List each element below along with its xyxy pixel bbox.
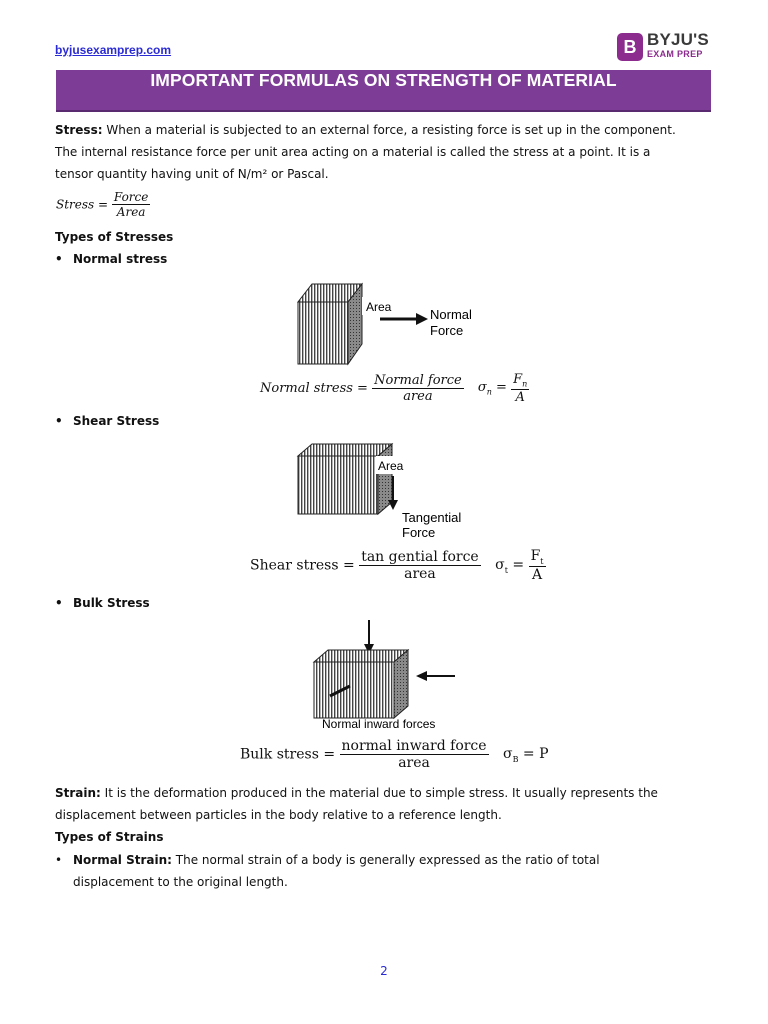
bullet-dot-icon: • [55,252,63,266]
bulk-formula-num: normal inward force [341,738,487,754]
normal-formula-lhs: Normal stress = [260,380,368,396]
cube-top-face [298,444,392,456]
tangential-force-label-2: Force [402,525,436,540]
normal-formula-symbol: $\sigma_n$ = [477,380,507,397]
normal-stress-formula [260,372,529,405]
bulk-stress-formula [240,738,549,771]
stress-formula-lhs: Stress = [56,197,109,212]
bulk-formula-symbol: $\sigma_B = P$ [503,745,549,764]
normal-strain-term: Normal Strain: [73,853,172,867]
stress-term: Stress: [55,123,103,137]
cube-front-face [298,302,348,364]
stress-formula-num: Force [113,190,149,204]
shear-formula-fraction [359,549,481,582]
strain-line-1: It is the deformation produced in the material due to simple stress. It usually represents the [100,786,658,800]
logo-name: BYJU'S [647,30,709,49]
normal-formula-den: area [403,388,433,404]
normal-formula-num: Normal force [374,372,462,388]
shear-stress-label: Shear Stress [73,414,160,428]
shear-formula-symbol-fraction: $\frac{F_t}{A}$ [530,548,544,583]
normal-area-label: Area [366,300,392,314]
stress-formula-den: Area [116,205,146,219]
normal-strain-line-2: displacement to the original length. [73,875,288,889]
types-of-stresses-heading: Types of Stresses [55,230,174,244]
normal-stress-label: Normal stress [73,252,168,266]
side-force-arrowhead-icon [416,671,427,681]
shear-formula-symbol: $\sigma_t$ = [495,556,525,575]
site-link[interactable]: byjusexamprep.com [55,43,172,57]
cube-front-face [314,662,394,718]
bulk-formula-den: area [398,755,430,771]
bulk-formula-lhs: Bulk stress = [240,746,336,763]
page-number: 2 [380,964,388,978]
normal-force-label-2: Force [430,323,464,338]
bulk-caption: Normal inward forces [322,717,436,731]
stress-formula-fraction [112,190,150,219]
stress-line-2: The internal resistance force per unit area acting on a material is called the stress at a point. It is a [55,145,651,159]
shear-formula-num: tan gential force [361,548,479,565]
shear-stress-diagram [292,440,482,542]
bullet-dot-icon: • [55,414,63,428]
bullet-dot-icon: • [55,596,63,610]
tangential-force-arrowhead-icon [388,500,398,510]
normal-strain-item [55,849,712,893]
shear-formula-den: area [404,565,436,582]
cube-top-face [314,650,408,662]
bulk-formula-fraction [340,738,489,771]
bulk-stress-diagram [310,616,470,734]
cube-side-face [394,650,408,718]
normal-stress-diagram [290,272,480,372]
logo-badge-icon: B [617,33,643,61]
page-title-banner: IMPORTANT FORMULAS ON STRENGTH OF MATERIAL [56,70,711,112]
stress-formula [56,190,150,219]
normal-force-arrowhead-icon [416,313,428,325]
bullet-bulk-stress [55,596,150,610]
byjus-logo [617,30,717,63]
stress-paragraph [55,119,712,185]
normal-strain-line-1: The normal strain of a body is generally expressed as the ratio of total [171,853,600,867]
bullet-dot-icon: • [55,853,63,867]
bullet-shear-stress [55,414,159,428]
logo-subtitle: EXAM PREP [647,49,703,59]
shear-area-label: Area [378,459,404,473]
tangential-force-label-1: Tangential [402,510,462,525]
strain-term: Strain: [55,786,101,800]
normal-formula-symbol-fraction: $\frac{F_n}{A}$ [513,372,528,405]
types-of-strains-heading: Types of Strains [55,830,164,844]
normal-force-label-1: Normal [430,307,472,322]
shear-formula-lhs: Shear stress = [250,557,355,574]
shear-stress-formula [250,548,546,583]
strain-line-2: displacement between particles in the body relative to a reference length. [55,808,502,822]
normal-formula-fraction [372,373,464,404]
stress-line-1: When a material is subjected to an external force, a resisting force is set up in the component. [102,123,676,137]
bulk-stress-label: Bulk Stress [73,596,150,610]
cube-front-face [298,456,378,514]
stress-line-3: tensor quantity having unit of N/m² or Pascal. [55,167,329,181]
bullet-normal-stress [55,252,167,266]
strain-paragraph [55,782,712,826]
